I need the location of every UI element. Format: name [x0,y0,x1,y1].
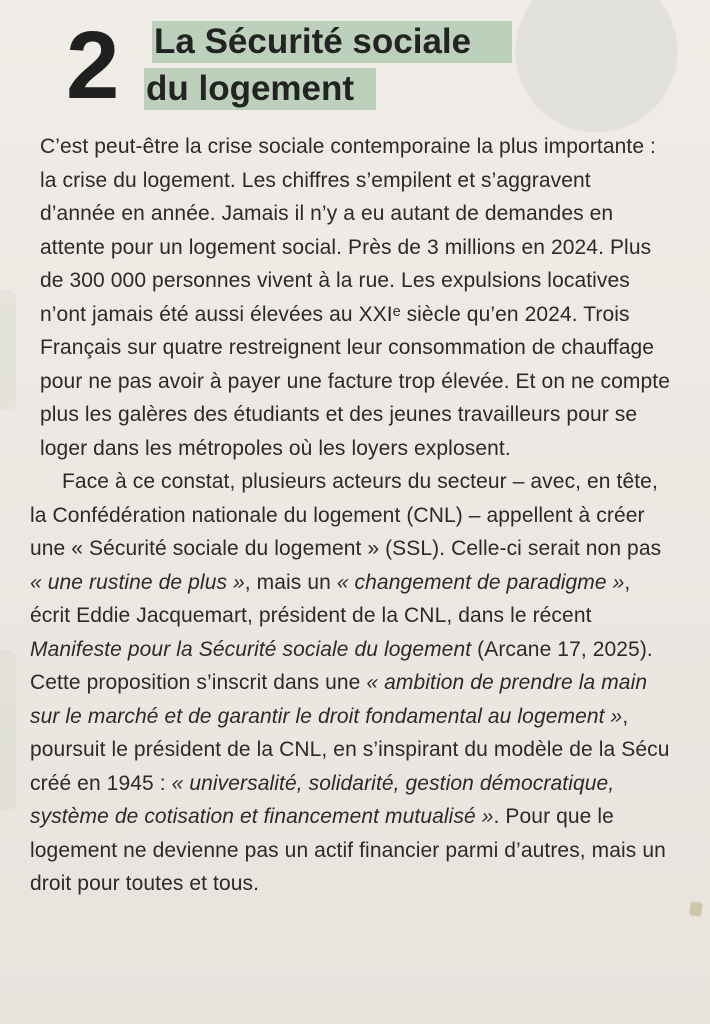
article-paragraph-2 [30,465,670,901]
paragraph-2-text-2: , mais un [244,570,337,594]
background-mark-left-bottom [0,650,16,810]
paragraph-2-text-4: (Arcane 17, 2025). Cette proposition s’inscrit dans une [30,637,653,694]
section-heading [66,12,536,119]
paragraph-2-text-6: . Pour que le logement ne devienne pas un actif financier parmi d’autres, mais un droit pour toutes et tous. [30,805,666,895]
section-title-line-2: du logement [144,68,376,110]
paragraph-2-text-3: , écrit Eddie Jacquemart, président de la CNL, dans le récent [30,570,631,627]
article-paragraph-1: C’est peut-être la crise sociale contemporaine la plus importante : la crise du logement. Les chiffres s’empilent et s’aggravent d’année en année. Jamais il n’y a eu autant de demandes en attente pour un logement social. Près de 3 millions en 2024. Plus de 300 000 personnes vivent à la rue. Les expulsions locatives n’ont jamais été aussi élevées au XXIᵉ siècle qu’en 2024. Trois Français sur quatre restreignent leur consommation de chauffage pour ne pas avoir à payer une facture trop élevée. Et on ne compte plus les galères des étudiants et des jeunes travailleurs pour se loger dans les métropoles où les loyers explosent. [40,135,670,460]
quote-ambition: « ambition de prendre la main sur le marché et de garantir le droit fondamental au logement » [30,671,648,728]
background-mark-left-top [0,290,16,410]
quote-changement-paradigme: « changement de paradigme » [336,570,625,594]
article-body [30,130,670,901]
book-title: Manifeste pour la Sécurité sociale du logement [30,637,472,661]
page-edge-mark [689,901,703,917]
section-title-line-1: La Sécurité sociale [152,21,512,63]
paragraph-2-text-5: , poursuit le président de la CNL, en s’inspirant du modèle de la Sécu créé en 1945 : [30,704,670,795]
quote-rustine: « une rustine de plus » [30,570,245,594]
quote-universalite: « universalité, solidarité, gestion démocratique, système de cotisation et financement mutualisé » [30,771,615,828]
section-number: 2 [66,12,118,119]
paragraph-2-text-1: Face à ce constat, plusieurs acteurs du secteur – avec, en tête, la Confédération nationale du logement (CNL) – appellent à créer une « Sécurité sociale du logement » (SSL). Celle-ci serait non pas [30,470,662,560]
